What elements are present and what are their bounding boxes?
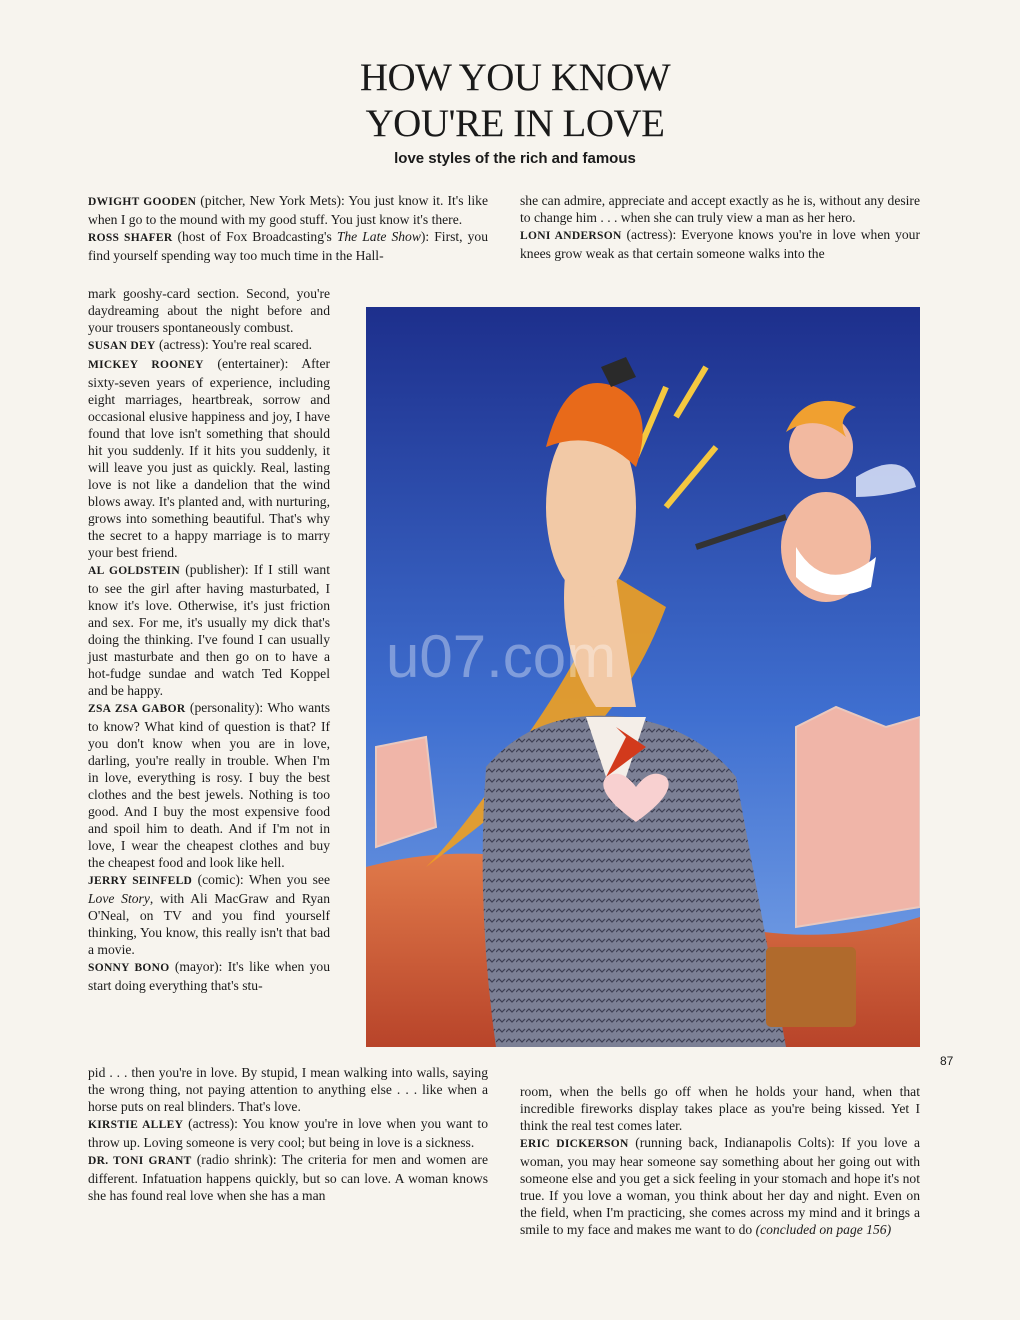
entry-goldstein: AL GOLDSTEIN (publisher): If I still want to see the girl after having masturbated, I know it's love. Otherwise, it's just friction and sex. For me, it's usually my dick that's doing the thinking. I've found I can usually just masturbate and then go on to have a hot-fudge sundae and watch Ted Koppel and be happy. — [88, 562, 330, 698]
speaker-name: SUSAN DEY — [88, 340, 156, 352]
speaker-name: MICKEY ROONEY — [88, 359, 204, 371]
column-bottom-right — [520, 1083, 920, 1238]
speaker-name: AL GOLDSTEIN — [88, 565, 181, 577]
entry-shafer: ROSS SHAFER (host of Fox Broadcasting's The Late Show): First, you find yourself spending way too much time in the Hall- — [88, 229, 488, 263]
entry-anderson: LONI ANDERSON (actress): Everyone knows you're in love when your knees grow weak as that certain someone walks into the — [520, 227, 921, 261]
briefcase — [766, 947, 856, 1027]
cupid-shooting-man-illustration — [366, 307, 920, 1047]
title-line-2: YOU'RE IN LOVE — [365, 102, 665, 145]
entry-gabor: ZSA ZSA GABOR (personality): Who wants to know? What kind of question is that? If you don't know when you are in love, darling, you're really in trouble. When I'm in love, everything is rosy. I buy the best clothes and the best jewels. Nothing is too good. And I buy the most expensive food and spoil him to death. And if I'm not in love, I wear the cheapest clothes and buy the cheapest food and look like hell. — [88, 700, 330, 870]
column-narrow-left — [88, 285, 330, 994]
speaker-name: SONNY BONO — [88, 962, 170, 974]
illustration — [366, 307, 920, 1047]
entry-grant: DR. TONI GRANT (radio shrink): The criteria for men and women are different. Infatuation happens quickly, but so can love. A woman knows she has found real love when she has a man — [88, 1152, 488, 1203]
speaker-name: ZSA ZSA GABOR — [88, 703, 186, 715]
speaker-name: ERIC DICKERSON — [520, 1138, 629, 1150]
title-line-1: HOW YOU KNOW — [359, 56, 671, 99]
entry-gooden: DWIGHT GOODEN (pitcher, New York Mets): You just know it. It's like when I go to the mound with my good stuff. You just know it's there. — [88, 193, 489, 227]
column-top-right — [520, 192, 920, 262]
entry-rooney: MICKEY ROONEY (entertainer): After sixty-seven years of experience, including eight marriages, heartbreak, sorrow and occasional elusive happiness and joy, I have found that love isn't something that should hit you suddenly. If it hits you suddenly, it will leave you just as quickly. Real, lasting love is not like a dandelion that the wind blows away. It's planted and, with nurturing, grows into something beautiful. That's why the secret to a happy marriage is to marry your best friend. — [88, 356, 330, 560]
entry-seinfeld: JERRY SEINFELD (comic): When you see Love Story, with Ali MacGraw and Ryan O'Neal, on TV and you find yourself thinking, You know, this really isn't that bad a movie. — [88, 872, 330, 957]
entry-bono: SONNY BONO (mayor): It's like when you start doing everything that's stu- — [88, 959, 331, 993]
entry-bono-cont: pid . . . then you're in love. By stupid, I mean walking into walls, saying the wrong thing, not paying attention to anything else . . . like when a horse puts on real blinders. That's love. — [88, 1065, 488, 1114]
page-number: 87 — [940, 1054, 954, 1068]
entry-anderson-cont: room, when the bells go off when he holds your hand, when that incredible fireworks display takes place as you're being kissed. Yet I think the real test comes later. — [520, 1084, 920, 1133]
speaker-name: JERRY SEINFELD — [88, 875, 193, 887]
column-top-left — [88, 192, 488, 264]
page-title — [300, 55, 730, 147]
column-bottom-left — [88, 1064, 488, 1204]
entry-grant-cont: she can admire, appreciate and accept exactly as he is, without any desire to change him . . . when she can truly view a man as her hero. — [520, 193, 920, 225]
speaker-name: DWIGHT GOODEN — [88, 196, 197, 208]
speaker-name: ROSS SHAFER — [88, 232, 173, 244]
entry-dickerson: ERIC DICKERSON (running back, Indianapolis Colts): If you love a woman, you may hear someone say something about her going out with someone else and you get a sick feeling in your stomach and hope it's not true. If you love a woman, you think about her day and night. Even on the field, when I'm practicing, she comes across my mind and it brings a smile to my face and makes me want to do (concluded on page 156) — [520, 1135, 921, 1237]
entry-alley: KIRSTIE ALLEY (actress): You know you're in love when you want to throw up. Loving someone is very cool; but being in love is a sickness. — [88, 1116, 488, 1150]
speaker-name: DR. TONI GRANT — [88, 1155, 192, 1167]
entry-dey: SUSAN DEY (actress): You're real scared. — [88, 337, 313, 352]
watermark: u07.com — [386, 623, 617, 690]
subtitle: love styles of the rich and famous — [394, 150, 636, 167]
continuation-note: (concluded on page 156) — [755, 1222, 892, 1237]
entry-shafer-cont: mark gooshy-card section. Second, you're daydreaming about the night before and your trousers spontaneously combust. — [88, 286, 330, 335]
speaker-name: LONI ANDERSON — [520, 230, 622, 242]
speaker-name: KIRSTIE ALLEY — [88, 1119, 184, 1131]
